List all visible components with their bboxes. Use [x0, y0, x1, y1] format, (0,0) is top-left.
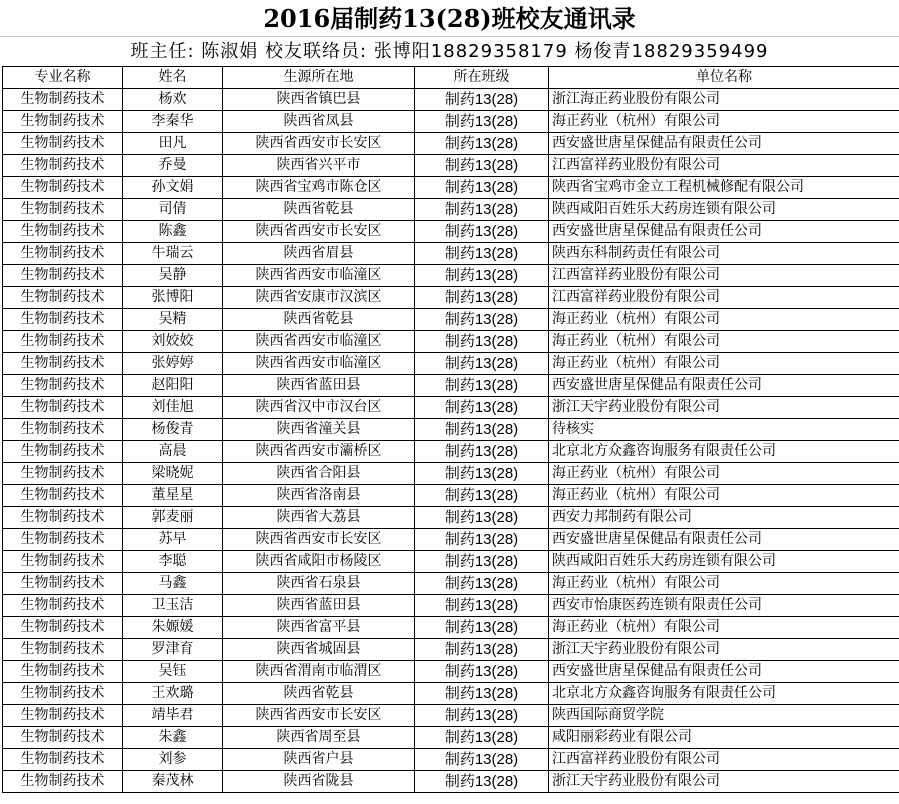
cell-name: 牛瑞云	[123, 243, 223, 265]
cell-name: 刘佳旭	[123, 397, 223, 419]
cell-name: 乔曼	[123, 155, 223, 177]
table-row	[3, 111, 899, 133]
cell-unit: 江西富祥药业股份有限公司	[549, 265, 899, 287]
cell-unit: 江西富祥药业股份有限公司	[549, 155, 899, 177]
cell-major: 生物制药技术	[3, 771, 123, 793]
cell-origin: 陕西省凤县	[223, 111, 415, 133]
table-row	[3, 441, 899, 463]
cell-major: 生物制药技术	[3, 265, 123, 287]
cell-major: 生物制药技术	[3, 397, 123, 419]
cell-major: 生物制药技术	[3, 353, 123, 375]
table-row	[3, 617, 899, 639]
cell-major: 生物制药技术	[3, 155, 123, 177]
cell-name: 吴精	[123, 309, 223, 331]
cell-name: 卫玉洁	[123, 595, 223, 617]
cell-major: 生物制药技术	[3, 199, 123, 221]
cell-unit: 北京北方众鑫咨询服务有限责任公司	[549, 683, 899, 705]
cell-major: 生物制药技术	[3, 221, 123, 243]
table-row	[3, 397, 899, 419]
cell-unit: 浙江天宇药业股份有限公司	[549, 397, 899, 419]
cell-class: 制药13(28)	[415, 243, 549, 265]
table-row	[3, 661, 899, 683]
cell-major: 生物制药技术	[3, 111, 123, 133]
cell-major: 生物制药技术	[3, 661, 123, 683]
cell-name: 张婷婷	[123, 353, 223, 375]
table-row	[3, 771, 899, 793]
table-row	[3, 265, 899, 287]
cell-unit: 海正药业（杭州）有限公司	[549, 331, 899, 353]
table-row	[3, 727, 899, 749]
cell-unit: 西安盛世唐星保健品有限责任公司	[549, 133, 899, 155]
cell-class: 制药13(28)	[415, 771, 549, 793]
cell-major: 生物制药技术	[3, 683, 123, 705]
table-row	[3, 133, 899, 155]
document-subtitle: 班主任: 陈淑娟 校友联络员: 张博阳18829358179 杨俊青18829359499	[130, 41, 769, 62]
cell-major: 生物制药技术	[3, 331, 123, 353]
cell-class: 制药13(28)	[415, 639, 549, 661]
cell-name: 陈鑫	[123, 221, 223, 243]
cell-name: 赵阳阳	[123, 375, 223, 397]
cell-name: 苏早	[123, 529, 223, 551]
cell-class: 制药13(28)	[415, 551, 549, 573]
cell-unit: 陕西咸阳百姓乐大药房连锁有限公司	[549, 551, 899, 573]
column-header-class: 所在班级	[415, 67, 549, 89]
cell-name: 田凡	[123, 133, 223, 155]
cell-origin: 陕西省西安市长安区	[223, 705, 415, 727]
cell-name: 郭麦丽	[123, 507, 223, 529]
cell-name: 梁晓妮	[123, 463, 223, 485]
cell-unit: 陕西省宝鸡市金立工程机械修配有限公司	[549, 177, 899, 199]
cell-name: 王欢璐	[123, 683, 223, 705]
cell-name: 李聪	[123, 551, 223, 573]
alumni-table	[2, 66, 899, 793]
cell-name: 朱嫄媛	[123, 617, 223, 639]
table-row	[3, 155, 899, 177]
table-row	[3, 89, 899, 111]
table-row	[3, 243, 899, 265]
table-row	[3, 331, 899, 353]
table-row	[3, 177, 899, 199]
cell-major: 生物制药技术	[3, 243, 123, 265]
table-row	[3, 573, 899, 595]
cell-unit: 待核实	[549, 419, 899, 441]
cell-major: 生物制药技术	[3, 705, 123, 727]
cell-origin: 陕西省西安市临潼区	[223, 331, 415, 353]
cell-unit: 海正药业（杭州）有限公司	[549, 463, 899, 485]
table-header	[3, 67, 899, 89]
cell-origin: 陕西省潼关县	[223, 419, 415, 441]
cell-unit: 西安盛世唐星保健品有限责任公司	[549, 221, 899, 243]
cell-unit: 江西富祥药业股份有限公司	[549, 287, 899, 309]
cell-origin: 陕西省陇县	[223, 771, 415, 793]
cell-class: 制药13(28)	[415, 199, 549, 221]
cell-class: 制药13(28)	[415, 595, 549, 617]
cell-origin: 陕西省石泉县	[223, 573, 415, 595]
cell-name: 董星星	[123, 485, 223, 507]
cell-class: 制药13(28)	[415, 287, 549, 309]
cell-major: 生物制药技术	[3, 463, 123, 485]
cell-unit: 北京北方众鑫咨询服务有限责任公司	[549, 441, 899, 463]
cell-unit: 海正药业（杭州）有限公司	[549, 617, 899, 639]
cell-name: 秦茂林	[123, 771, 223, 793]
cell-unit: 浙江天宇药业股份有限公司	[549, 639, 899, 661]
cell-major: 生物制药技术	[3, 287, 123, 309]
cell-unit: 浙江海正药业股份有限公司	[549, 89, 899, 111]
cell-name: 高晨	[123, 441, 223, 463]
cell-name: 孙文娟	[123, 177, 223, 199]
cell-class: 制药13(28)	[415, 727, 549, 749]
cell-name: 杨欢	[123, 89, 223, 111]
table-row	[3, 199, 899, 221]
cell-name: 李秦华	[123, 111, 223, 133]
table-row	[3, 705, 899, 727]
table-row	[3, 507, 899, 529]
cell-class: 制药13(28)	[415, 441, 549, 463]
cell-class: 制药13(28)	[415, 573, 549, 595]
cell-major: 生物制药技术	[3, 133, 123, 155]
cell-major: 生物制药技术	[3, 573, 123, 595]
cell-origin: 陕西省眉县	[223, 243, 415, 265]
cell-unit: 海正药业（杭州）有限公司	[549, 573, 899, 595]
cell-unit: 海正药业（杭州）有限公司	[549, 485, 899, 507]
table-body	[3, 89, 899, 793]
column-header-unit: 单位名称	[549, 67, 899, 89]
cell-class: 制药13(28)	[415, 485, 549, 507]
cell-major: 生物制药技术	[3, 551, 123, 573]
table-row	[3, 287, 899, 309]
cell-major: 生物制药技术	[3, 309, 123, 331]
cell-origin: 陕西省蓝田县	[223, 375, 415, 397]
table-row	[3, 375, 899, 397]
header-row	[3, 67, 899, 89]
table-row	[3, 221, 899, 243]
cell-major: 生物制药技术	[3, 441, 123, 463]
cell-class: 制药13(28)	[415, 353, 549, 375]
table-row	[3, 595, 899, 617]
cell-name: 杨俊青	[123, 419, 223, 441]
cell-unit: 西安市怡康医药连锁有限责任公司	[549, 595, 899, 617]
cell-origin: 陕西省合阳县	[223, 463, 415, 485]
cell-major: 生物制药技术	[3, 595, 123, 617]
cell-major: 生物制药技术	[3, 749, 123, 771]
cell-origin: 陕西省宝鸡市陈仓区	[223, 177, 415, 199]
cell-class: 制药13(28)	[415, 617, 549, 639]
cell-origin: 陕西省西安市临潼区	[223, 353, 415, 375]
cell-class: 制药13(28)	[415, 507, 549, 529]
cell-major: 生物制药技术	[3, 639, 123, 661]
cell-major: 生物制药技术	[3, 419, 123, 441]
cell-unit: 西安盛世唐星保健品有限责任公司	[549, 661, 899, 683]
table-row	[3, 485, 899, 507]
cell-unit: 西安盛世唐星保健品有限责任公司	[549, 375, 899, 397]
cell-unit: 咸阳丽彩药业有限公司	[549, 727, 899, 749]
cell-name: 司倩	[123, 199, 223, 221]
cell-origin: 陕西省渭南市临渭区	[223, 661, 415, 683]
cell-major: 生物制药技术	[3, 617, 123, 639]
table-row	[3, 551, 899, 573]
cell-class: 制药13(28)	[415, 177, 549, 199]
cell-class: 制药13(28)	[415, 397, 549, 419]
column-header-origin: 生源所在地	[223, 67, 415, 89]
cell-origin: 陕西省乾县	[223, 683, 415, 705]
cell-class: 制药13(28)	[415, 463, 549, 485]
cell-name: 张博阳	[123, 287, 223, 309]
cell-origin: 陕西省乾县	[223, 309, 415, 331]
cell-class: 制药13(28)	[415, 661, 549, 683]
cell-unit: 海正药业（杭州）有限公司	[549, 111, 899, 133]
cell-origin: 陕西省周至县	[223, 727, 415, 749]
cell-unit: 陕西国际商贸学院	[549, 705, 899, 727]
cell-origin: 陕西省城固县	[223, 639, 415, 661]
cell-origin: 陕西省西安市临潼区	[223, 265, 415, 287]
cell-name: 吴钰	[123, 661, 223, 683]
cell-name: 罗津育	[123, 639, 223, 661]
cell-origin: 陕西省咸阳市杨陵区	[223, 551, 415, 573]
cell-origin: 陕西省乾县	[223, 199, 415, 221]
cell-class: 制药13(28)	[415, 265, 549, 287]
cell-unit: 陕西东科制药责任有限公司	[549, 243, 899, 265]
cell-name: 刘参	[123, 749, 223, 771]
table-row	[3, 309, 899, 331]
cell-unit: 西安力邦制药有限公司	[549, 507, 899, 529]
cell-unit: 海正药业（杭州）有限公司	[549, 353, 899, 375]
document-title: 2016届制药13(28)班校友通讯录	[0, 0, 899, 37]
table-row	[3, 749, 899, 771]
cell-unit: 西安盛世唐星保健品有限责任公司	[549, 529, 899, 551]
table-row	[3, 683, 899, 705]
cell-class: 制药13(28)	[415, 749, 549, 771]
cell-origin: 陕西省户县	[223, 749, 415, 771]
table-row	[3, 419, 899, 441]
cell-name: 马鑫	[123, 573, 223, 595]
cell-class: 制药13(28)	[415, 705, 549, 727]
cell-name: 刘姣姣	[123, 331, 223, 353]
cell-origin: 陕西省西安市长安区	[223, 529, 415, 551]
cell-unit: 江西富祥药业股份有限公司	[549, 749, 899, 771]
cell-major: 生物制药技术	[3, 89, 123, 111]
cell-origin: 陕西省西安市长安区	[223, 221, 415, 243]
cell-major: 生物制药技术	[3, 507, 123, 529]
cell-name: 靖毕君	[123, 705, 223, 727]
cell-unit: 陕西咸阳百姓乐大药房连锁有限公司	[549, 199, 899, 221]
cell-name: 朱鑫	[123, 727, 223, 749]
cell-class: 制药13(28)	[415, 529, 549, 551]
cell-class: 制药13(28)	[415, 155, 549, 177]
cell-class: 制药13(28)	[415, 375, 549, 397]
cell-class: 制药13(28)	[415, 133, 549, 155]
table-row	[3, 529, 899, 551]
cell-major: 生物制药技术	[3, 375, 123, 397]
cell-major: 生物制药技术	[3, 529, 123, 551]
table-row	[3, 353, 899, 375]
cell-origin: 陕西省西安市长安区	[223, 133, 415, 155]
cell-class: 制药13(28)	[415, 89, 549, 111]
cell-origin: 陕西省安康市汉滨区	[223, 287, 415, 309]
cell-origin: 陕西省大荔县	[223, 507, 415, 529]
cell-class: 制药13(28)	[415, 419, 549, 441]
cell-class: 制药13(28)	[415, 683, 549, 705]
column-header-major: 专业名称	[3, 67, 123, 89]
cell-origin: 陕西省西安市灞桥区	[223, 441, 415, 463]
cell-origin: 陕西省镇巴县	[223, 89, 415, 111]
cell-major: 生物制药技术	[3, 727, 123, 749]
cell-major: 生物制药技术	[3, 485, 123, 507]
cell-class: 制药13(28)	[415, 111, 549, 133]
column-header-name: 姓名	[123, 67, 223, 89]
cell-origin: 陕西省汉中市汉台区	[223, 397, 415, 419]
cell-class: 制药13(28)	[415, 221, 549, 243]
cell-name: 吴静	[123, 265, 223, 287]
cell-class: 制药13(28)	[415, 331, 549, 353]
cell-origin: 陕西省兴平市	[223, 155, 415, 177]
cell-origin: 陕西省蓝田县	[223, 595, 415, 617]
table-row	[3, 639, 899, 661]
cell-origin: 陕西省洛南县	[223, 485, 415, 507]
cell-class: 制药13(28)	[415, 309, 549, 331]
cell-origin: 陕西省富平县	[223, 617, 415, 639]
table-row	[3, 463, 899, 485]
cell-unit: 浙江天宇药业股份有限公司	[549, 771, 899, 793]
cell-unit: 海正药业（杭州）有限公司	[549, 309, 899, 331]
cell-major: 生物制药技术	[3, 177, 123, 199]
